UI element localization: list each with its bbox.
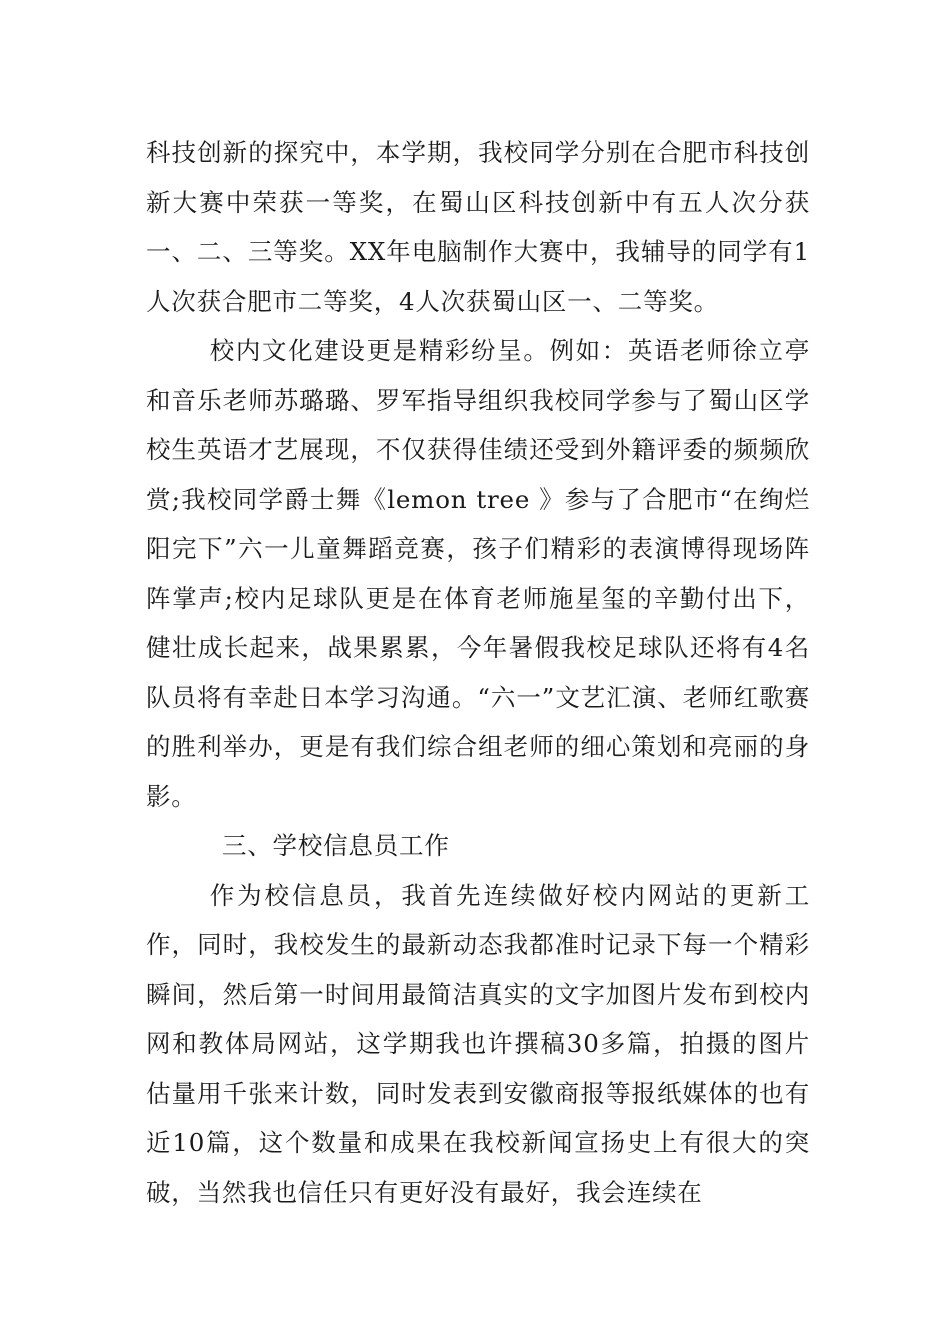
paragraph-campus-culture: 校内文化建设更是精彩纷呈。例如：英语老师徐立亭和音乐老师苏璐璐、罗军指导组织我校同学参与了蜀山区学校生英语才艺展现，不仅获得佳绩还受到外籍评委的频频欣赏;我校同学爵士舞《lemon tree 》参与了合肥市“在绚烂阳完下”六一儿童舞蹈竞赛，孩子们精彩的表演博得现场阵阵掌声;校内足球队更是在体育老师施星玺的辛勤付出下，健壮成长起来，战果累累，今年暑假我校足球队还将有4名队员将有幸赴日本学习沟通。“六一”文艺汇演、老师红歌赛的胜利举办，更是有我们综合组老师的细心策划和亮丽的身影。 [146,336,810,811]
paragraph-information-work: 作为校信息员，我首先连续做好校内网站的更新工作，同时，我校发生的最新动态我都准时记录下每一个精彩瞬间，然后第一时间用最简洁真实的文字加图片发布到校内网和教体局网站，这学期我也许撰稿30多篇，拍摄的图片估量用千张来计数，同时发表到安徽商报等报纸媒体的也有近10篇，这个数量和成果在我校新闻宣扬史上有很大的突破，当然我也信任只有更好没有最好，我会连续在 [146,880,810,1207]
section-heading-information-officer: 三、学校信息员工作 [221,831,450,860]
document-page [146,128,810,1217]
paragraph-science-awards: 科技创新的探究中，本学期，我校同学分别在合肥市科技创新大赛中荣获一等奖，在蜀山区科技创新中有五人次分获一、二、三等奖。XX年电脑制作大赛中，我辅导的同学有1人次获合肥市二等奖，4人次获蜀山区一、二等奖。 [146,138,810,316]
